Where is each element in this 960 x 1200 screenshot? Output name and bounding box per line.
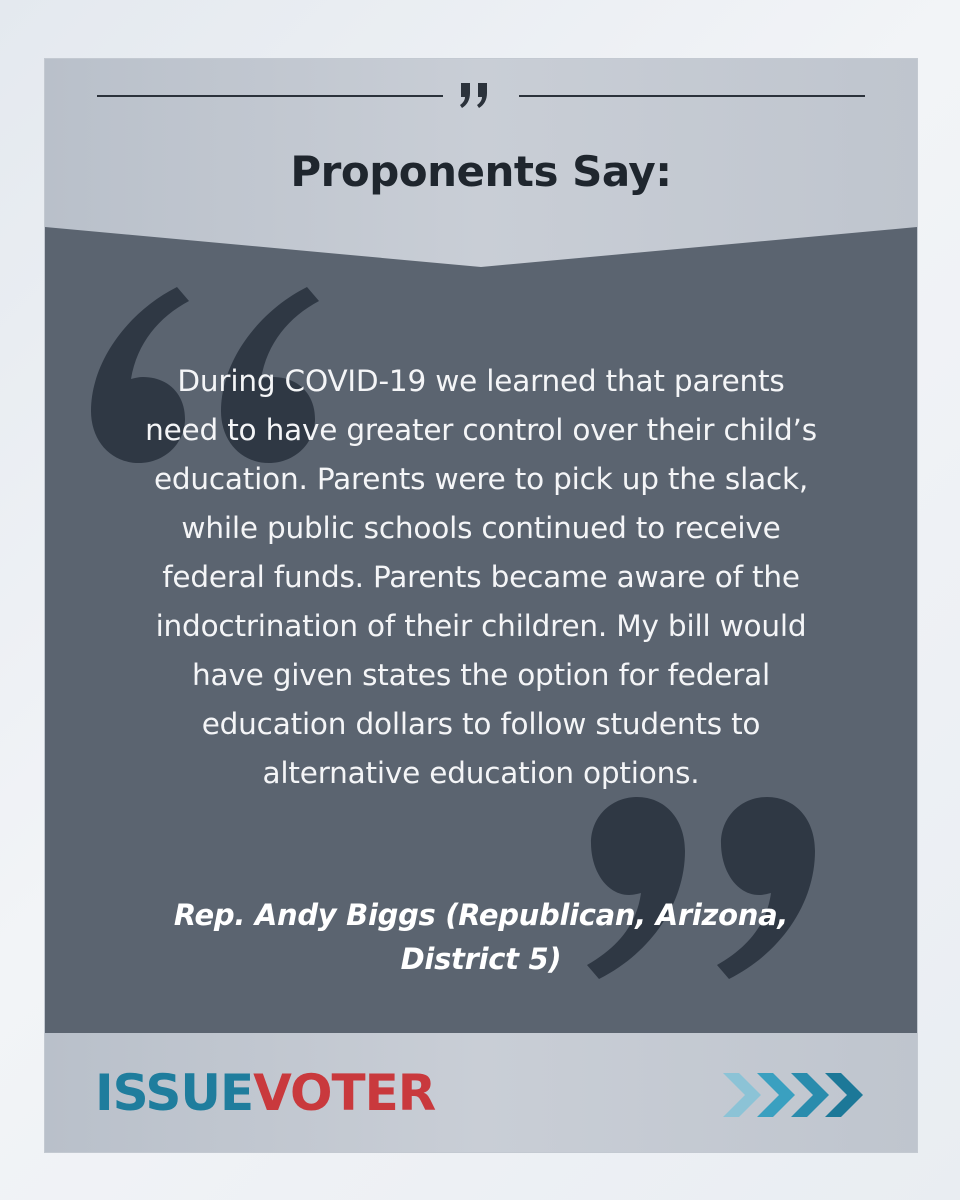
header-rule-right bbox=[519, 95, 865, 97]
attribution-line: District 5) bbox=[400, 942, 562, 976]
quote-line: need to have greater control over their child’s bbox=[145, 413, 817, 447]
logo-voter: VOTER bbox=[253, 1064, 436, 1122]
closing-quote-icon bbox=[457, 77, 505, 117]
issuevoter-logo[interactable] bbox=[95, 1065, 435, 1121]
quote-line: federal funds. Parents became aware of the bbox=[162, 560, 800, 594]
header-rule-left bbox=[97, 95, 443, 97]
quote-line: have given states the option for federal bbox=[191, 658, 771, 692]
logo-issue: ISSUE bbox=[95, 1064, 254, 1122]
quote-line: education. Parents were to pick up the slack, bbox=[153, 462, 809, 496]
quote-line: while public schools continued to receive bbox=[181, 511, 781, 545]
quote-line: alternative education options. bbox=[262, 756, 700, 790]
page-title: Proponents Say: bbox=[290, 147, 672, 196]
quote-line: indoctrination of their children. My bill would bbox=[155, 609, 807, 643]
quote-line: During COVID-19 we learned that parents bbox=[177, 364, 785, 398]
quote-body bbox=[85, 357, 877, 798]
quote-card bbox=[44, 58, 918, 1153]
quote-panel bbox=[45, 227, 917, 1033]
card-footer bbox=[45, 1033, 917, 1152]
quote-attribution bbox=[85, 893, 877, 981]
quote-line: education dollars to follow students to bbox=[201, 707, 761, 741]
chevrons-right-icon[interactable] bbox=[721, 1069, 871, 1121]
attribution-line: Rep. Andy Biggs (Republican, Arizona, bbox=[173, 898, 789, 932]
